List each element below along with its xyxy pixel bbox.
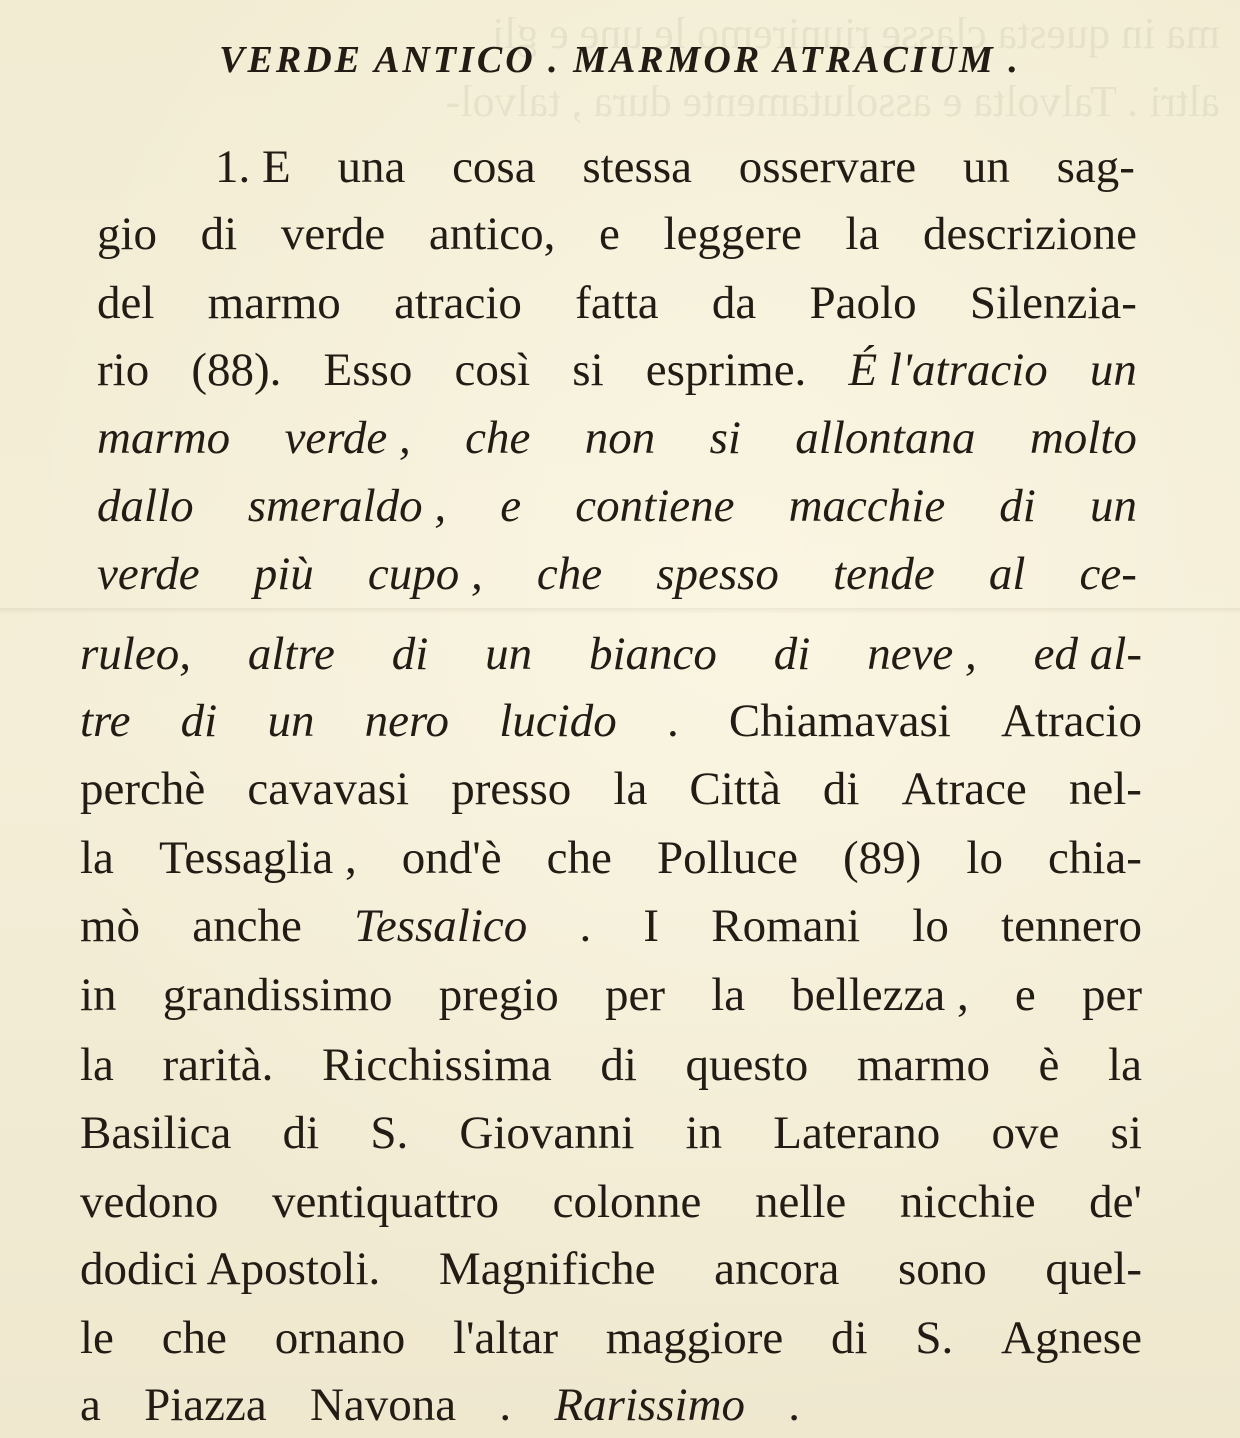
word: leggere [663, 208, 802, 260]
word: macchie [788, 480, 946, 532]
word: Tessalico [354, 900, 528, 952]
text-line [80, 1175, 1142, 1229]
text-line [97, 343, 1137, 397]
word: antico, [428, 208, 556, 260]
word: Paolo [809, 277, 917, 329]
word: che [465, 412, 531, 464]
word: molto [1029, 412, 1137, 464]
word: che [536, 548, 603, 600]
word: la [80, 832, 114, 884]
word: a [80, 1379, 101, 1431]
word: stessa [582, 141, 692, 193]
word: altre [247, 628, 335, 680]
word: di [773, 628, 811, 680]
word: nel- [1068, 763, 1142, 815]
word: rarità. [162, 1039, 274, 1091]
scan-seam [0, 608, 1240, 614]
text-line [80, 1106, 1142, 1160]
word: atracio [394, 277, 522, 329]
word: ove [991, 1107, 1060, 1159]
word: così [454, 344, 531, 396]
word: . [788, 1379, 800, 1431]
bleed-line: ma in questa classe riuniremo le une e gli [491, 9, 1220, 58]
word: di [282, 1107, 320, 1159]
word: Esso [323, 344, 413, 396]
word: si [572, 344, 604, 396]
word: del [97, 277, 155, 329]
word: chia- [1048, 832, 1142, 884]
word: Tessaglia , [158, 832, 357, 884]
word: la [711, 969, 746, 1021]
bleed-line: altri . Talvolta e assolutamente dura , talvol- [445, 77, 1220, 126]
word: la [613, 763, 648, 815]
word: un [485, 628, 533, 680]
word: . [499, 1379, 512, 1431]
word: marmo [856, 1039, 990, 1091]
word: esprime. [645, 344, 807, 396]
word: per [604, 969, 665, 1021]
word: di [999, 480, 1036, 532]
word: questo [685, 1039, 809, 1091]
word: marmo [207, 277, 341, 329]
word: lucido [499, 695, 617, 747]
word: si [709, 412, 741, 464]
word: grandissimo [162, 969, 393, 1021]
word: Silenzia- [969, 277, 1137, 329]
word: anche [192, 900, 302, 952]
word: non [584, 412, 656, 464]
word: lo [912, 900, 949, 952]
word: descrizione [922, 208, 1137, 260]
word: ornano [274, 1312, 406, 1364]
word: Navona [309, 1379, 457, 1431]
word: bianco [589, 628, 717, 680]
word: ventiquattro [271, 1176, 500, 1228]
word: Rarissimo [554, 1379, 746, 1431]
text-line [97, 547, 1137, 601]
word: dodici Apostoli. [80, 1243, 381, 1295]
word: in [80, 969, 117, 1021]
word: bellezza , [791, 969, 969, 1021]
word: neve , [867, 628, 977, 680]
text-line [80, 762, 1142, 816]
word: . [579, 900, 592, 952]
word: per [1081, 969, 1142, 1021]
word: mò [80, 900, 141, 952]
word: di [600, 1039, 637, 1091]
word: Ricchissima [322, 1039, 552, 1091]
word: cupo , [367, 548, 483, 600]
word: maggiore [605, 1312, 784, 1364]
word: al [988, 548, 1026, 600]
word: colonne [552, 1176, 702, 1228]
word: verde [280, 208, 386, 260]
word: ce- [1079, 548, 1137, 600]
word: e [500, 480, 522, 532]
word: Atracio [1001, 695, 1142, 747]
section-heading: VERDE ANTICO . MARMOR ATRACIUM . [219, 39, 1021, 81]
word: ed al- [1033, 628, 1142, 680]
text-line [80, 627, 1142, 681]
word: rio [97, 344, 150, 396]
word: Laterano [773, 1107, 941, 1159]
word: Atrace [901, 763, 1027, 815]
word: Giovanni [459, 1107, 635, 1159]
word: nelle [754, 1176, 847, 1228]
word: dallo [97, 480, 194, 532]
word: si [1110, 1107, 1142, 1159]
word: è [1038, 1039, 1060, 1091]
word: nicchie [899, 1176, 1036, 1228]
word: . [666, 695, 679, 747]
word: un [1089, 480, 1137, 532]
word: un [962, 141, 1010, 193]
word: smeraldo , [247, 480, 447, 532]
word: gio [97, 208, 158, 260]
word: allontana [795, 412, 976, 464]
text-line [97, 276, 1137, 330]
word: ancora [714, 1243, 840, 1295]
word: di [180, 695, 218, 747]
word: la [1108, 1039, 1142, 1091]
word: che [546, 832, 612, 884]
word: marmo [97, 412, 231, 464]
word: Polluce [656, 832, 798, 884]
word: 1. E [215, 141, 291, 193]
text-line [97, 207, 1137, 261]
word: contiene [575, 480, 735, 532]
word: spesso [656, 548, 779, 600]
word: quel- [1045, 1243, 1142, 1295]
text-line [97, 479, 1137, 533]
word: e [1014, 969, 1036, 1021]
text-line [80, 899, 1142, 953]
word: un [267, 695, 315, 747]
word: di [391, 628, 429, 680]
word: nero [364, 695, 450, 747]
word: lo [966, 832, 1003, 884]
word: Basilica [80, 1107, 232, 1159]
text-line [80, 831, 1142, 885]
word: fatta [575, 277, 659, 329]
text-line [80, 1378, 800, 1432]
word: da [711, 277, 757, 329]
word: verde , [284, 412, 411, 464]
word: Chiamavasi [728, 695, 951, 747]
word: (89) [843, 832, 922, 884]
word: la [845, 208, 880, 260]
text-line [80, 968, 1142, 1022]
word: di [831, 1312, 868, 1364]
word: tre [80, 695, 131, 747]
word: sono [898, 1243, 987, 1295]
word: di [200, 208, 238, 260]
word: in [685, 1107, 723, 1159]
word: I [643, 900, 660, 952]
word: di [822, 763, 860, 815]
word: l'altar [452, 1312, 558, 1364]
word: e [599, 208, 620, 260]
word: cosa [452, 141, 536, 193]
word: verde [97, 548, 200, 600]
word: presso [451, 763, 572, 815]
word: tende [833, 548, 935, 600]
word: de' [1089, 1176, 1142, 1228]
text-line [215, 140, 1135, 194]
word: un [1089, 344, 1137, 396]
word: le [80, 1312, 114, 1364]
word: ond'è [401, 832, 502, 884]
word: S. [915, 1312, 954, 1364]
word: la [80, 1039, 114, 1091]
word: una [337, 141, 406, 193]
word: tennero [1001, 900, 1142, 952]
word: (88). [191, 344, 282, 396]
word: Città [689, 763, 781, 815]
word: cavavasi [247, 763, 410, 815]
word: che [161, 1312, 227, 1364]
word: S. [370, 1107, 409, 1159]
word: più [253, 548, 314, 600]
word: osservare [738, 141, 917, 193]
word: sag- [1056, 141, 1135, 193]
word: Magnifiche [438, 1243, 656, 1295]
text-line [80, 1311, 1142, 1365]
word: Agnese [1001, 1312, 1142, 1364]
word: pregio [438, 969, 559, 1021]
text-line [97, 411, 1137, 465]
word: ruleo, [80, 628, 191, 680]
word: Piazza [144, 1379, 267, 1431]
text-line [80, 1242, 1142, 1296]
word: É l'atracio [848, 344, 1048, 396]
text-line [80, 694, 1142, 748]
word: Romani [711, 900, 861, 952]
text-line [80, 1038, 1142, 1092]
word: vedono [80, 1176, 219, 1228]
word: perchè [80, 763, 206, 815]
